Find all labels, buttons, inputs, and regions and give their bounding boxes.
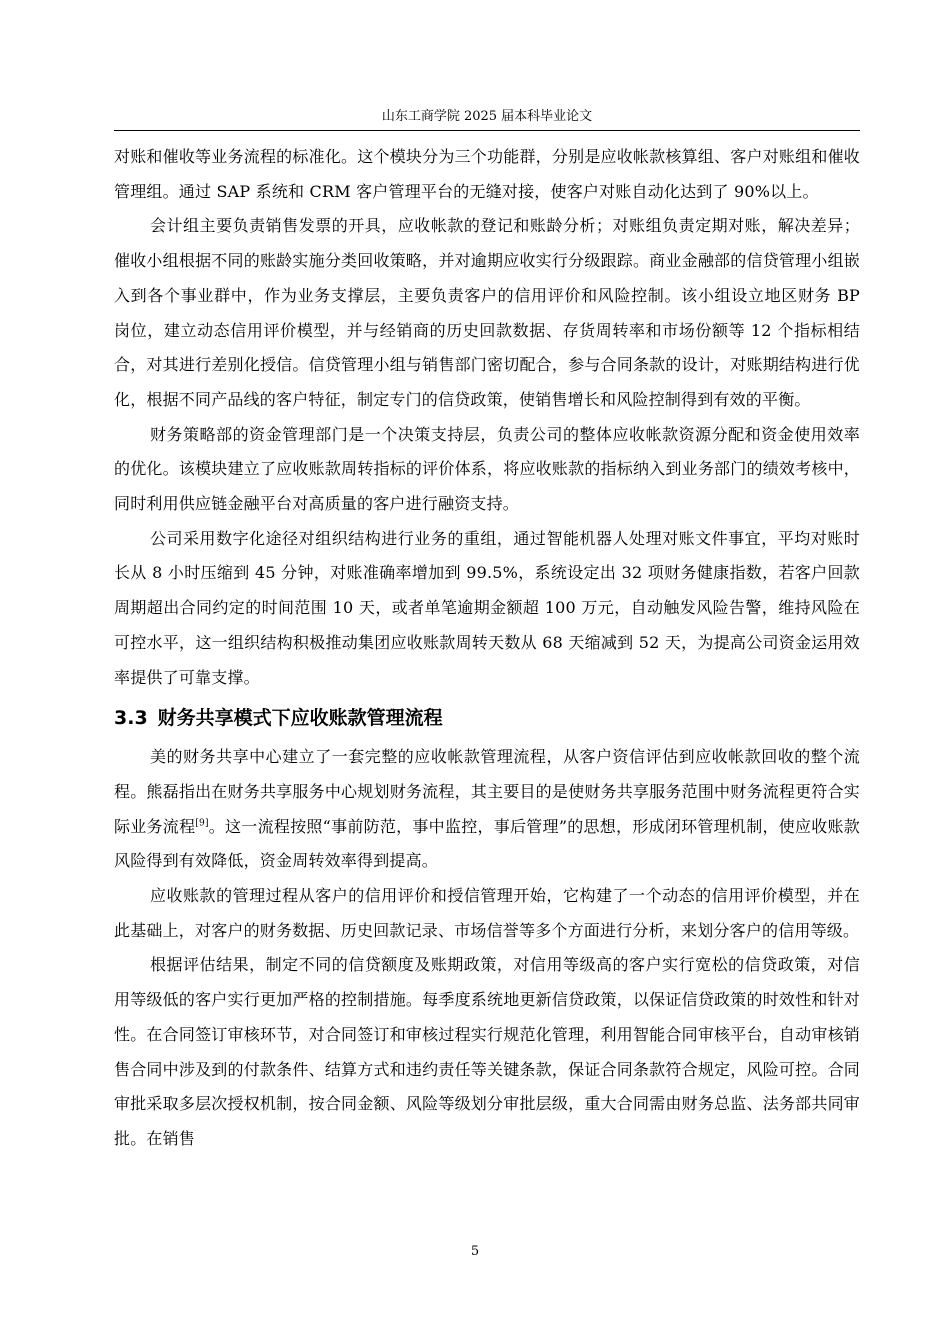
section-heading <box>114 701 860 735</box>
citation-ref[interactable]: [9] <box>195 818 209 829</box>
paragraph: 对账和催收等业务流程的标准化。这个模块分为三个功能群，分别是应收帐款核算组、客户对账组和催收管理组。通过 SAP 系统和 CRM 客户管理平台的无缝对接，使客户对账自动化达到了 90%以上。 <box>114 147 860 201</box>
running-header: 山东工商学院 2025 届本科毕业论文 <box>381 109 593 124</box>
paragraph-text: 美的财务共享中心建立了一套完整的应收帐款管理流程，从客户资信评估到应收帐款回收的整个流程。熊磊指出在财务共享服务中心规划财务流程，其主要目的是使财务共享服务范围中财务流程更符合实际业务流程 <box>114 747 860 836</box>
section-title: 财务共享模式下应收账款管理流程 <box>157 707 443 730</box>
body-text <box>114 140 860 1157</box>
paragraph: 公司采用数字化途径对组织结构进行业务的重组，通过智能机器人处理对账文件事宜，平均对账时长从 8 小时压缩到 45 分钟，对账准确率增加到 99.5%，系统设定出 32 项财务健康指数，若客户回款周期超出合同约定的时间范围 10 天，或者单笔逾期金额超 100 万元，自动触发风险告警，维持风险在可控水平，这一组织结构积极推动集团应收账款周转天数从 68 天缩减到 52 天，为提高公司资金运用效率提供了可靠支撑。 <box>114 528 860 687</box>
paragraph: 会计组主要负责销售发票的开具，应收帐款的登记和账龄分析；对账组负责定期对账，解决差异；催收小组根据不同的账龄实施分类回收策略，并对逾期应收实行分级跟踪。商业金融部的信贷管理小组嵌入到各个事业群中，作为业务支撑层，主要负责客户的信用评价和风险控制。该小组设立地区财务 BP 岗位，建立动态信用评价模型，并与经销商的历史回款数据、存货周转率和市场份额等 12 个指标相结合，对其进行差别化授信。信贷管理小组与销售部门密切配合，参与合同条款的设计，对账期结构进行优化，根据不同产品线的客户特征，制定专门的信贷政策，使销售增长和风险控制得到有效的平衡。 <box>114 216 860 409</box>
paragraph: 根据评估结果，制定不同的信贷额度及账期政策，对信用等级高的客户实行宽松的信贷政策，对信用等级低的客户实行更加严格的控制措施。每季度系统地更新信贷政策，以保证信贷政策的时效性和针对性。在合同签订审核环节，对合同签订和审核过程实行规范化管理，利用智能合同审核平台，自动审核销售合同中涉及到的付款条件、结算方式和违约责任等关键条款，保证合同条款符合规定，风险可控。合同审批采取多层次授权机制，按合同金额、风险等级划分审批层级，重大合同需由财务总监、法务部共同审批。在销售 <box>114 955 860 1148</box>
paragraph <box>114 740 860 879</box>
paragraph: 财务策略部的资金管理部门是一个决策支持层，负责公司的整体应收帐款资源分配和资金使用效率的优化。该模块建立了应收账款周转指标的评价体系，将应收账款的指标纳入到业务部门的绩效考核中，同时利用供应链金融平台对高质量的客户进行融资支持。 <box>114 424 860 514</box>
header-rule <box>114 130 860 131</box>
paragraph: 应收账款的管理过程从客户的信用评价和授信管理开始，它构建了一个动态的信用评价模型，并在此基础上，对客户的财务数据、历史回款记录、市场信誉等多个方面进行分析，来划分客户的信用等级。 <box>114 886 860 940</box>
section-number: 3.3 <box>114 707 148 730</box>
paragraph-text: 。这一流程按照“事前防范，事中监控，事后管理”的思想，形成闭环管理机制，使应收账款风险得到有效降低，资金周转效率得到提高。 <box>114 816 860 871</box>
page-number: 5 <box>470 1244 480 1259</box>
